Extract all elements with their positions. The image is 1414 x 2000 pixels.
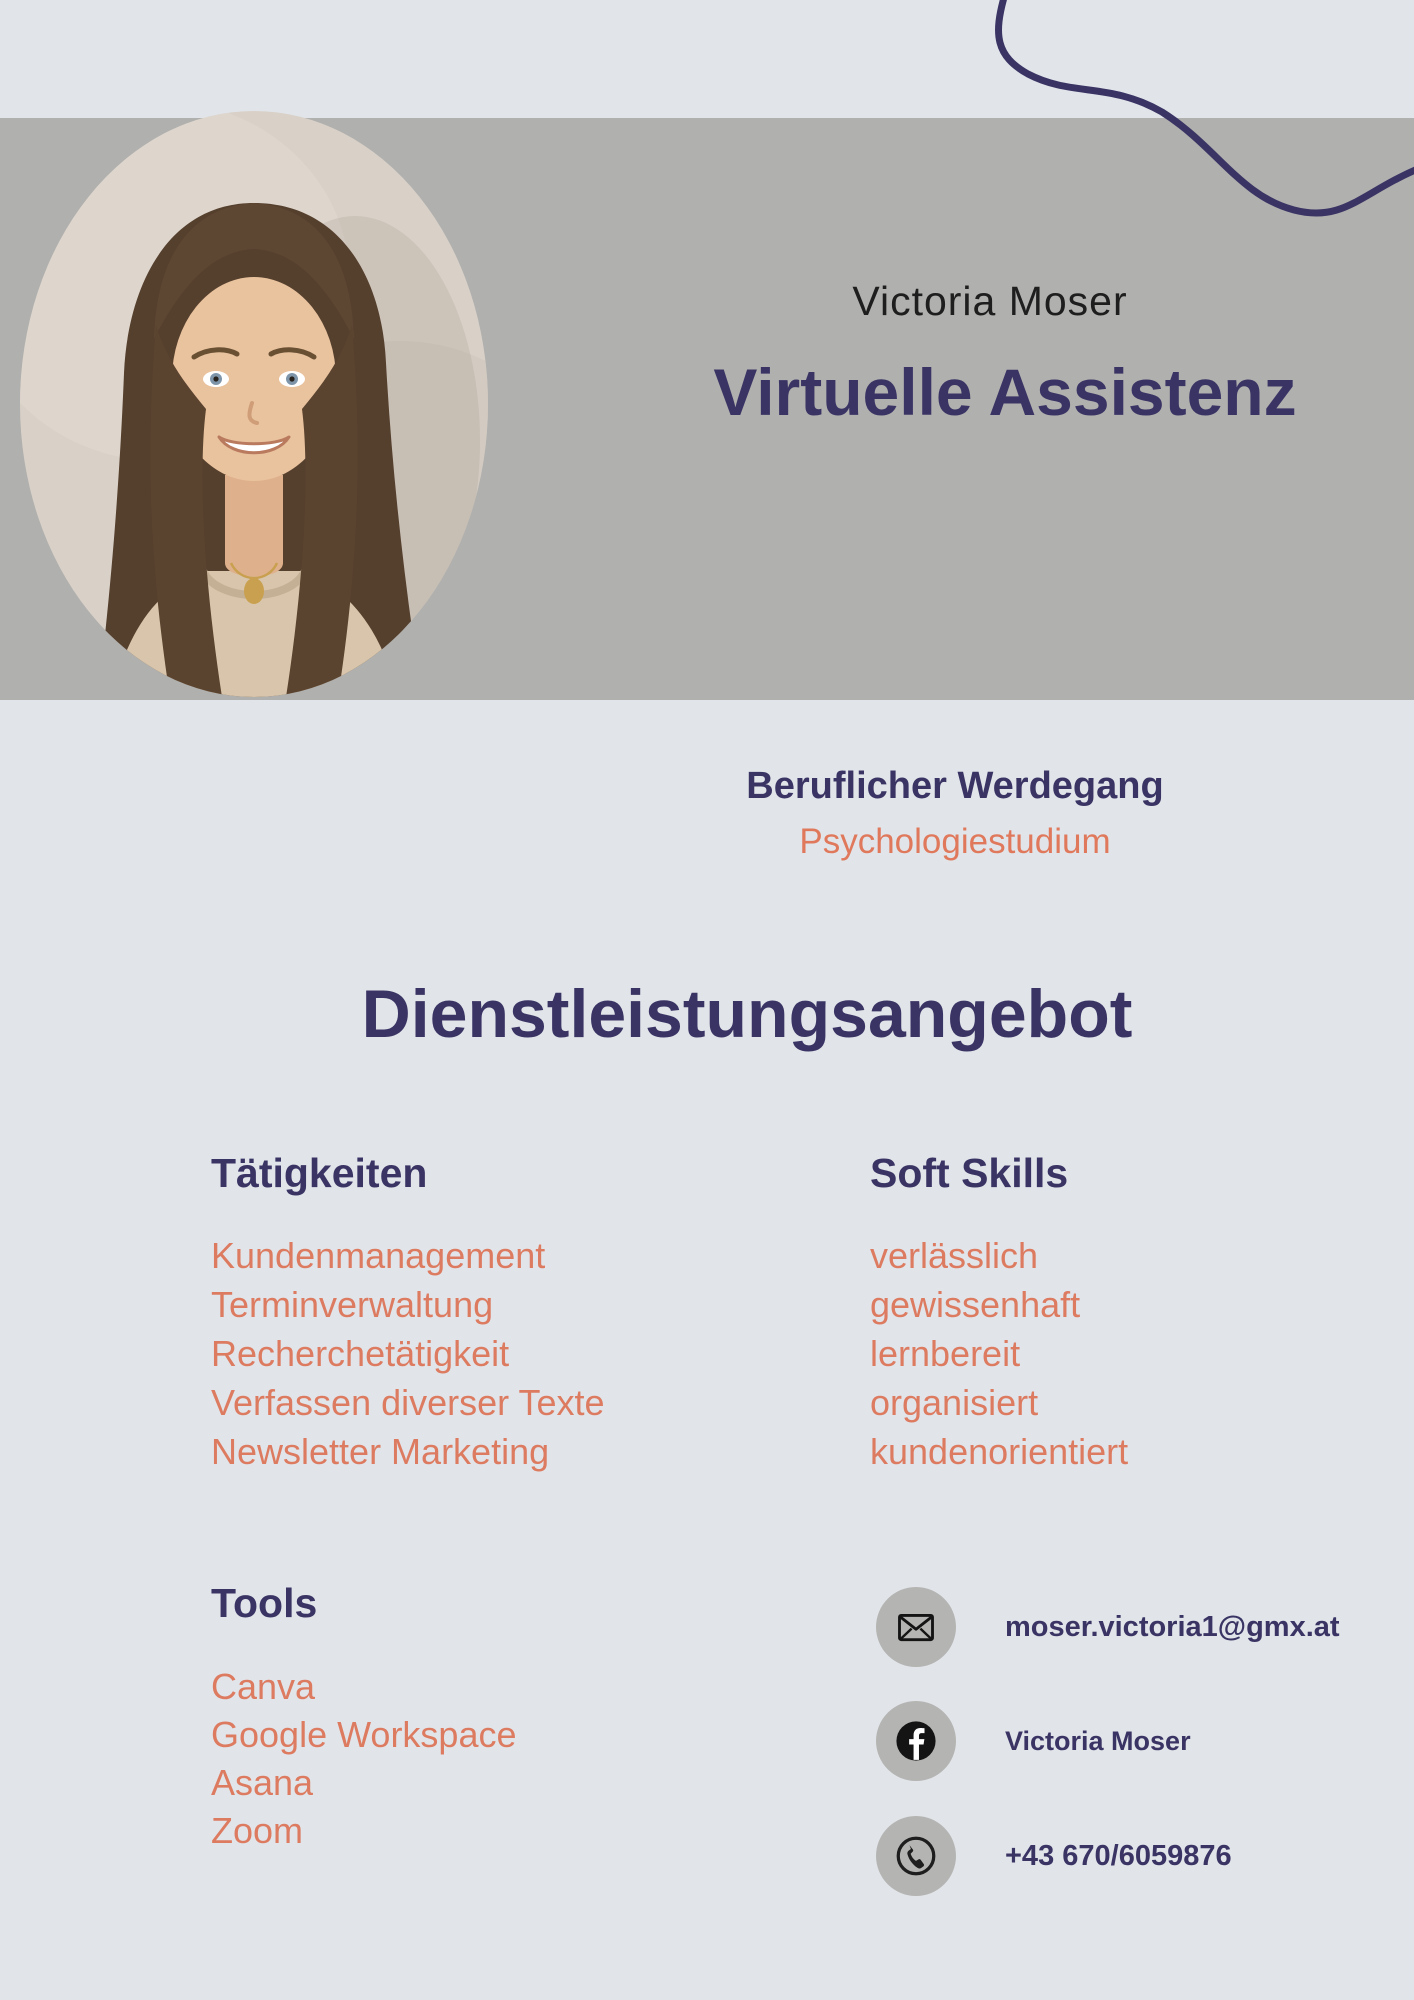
career-entry: Psychologiestudium	[799, 822, 1111, 861]
tools-list	[211, 1663, 651, 1855]
soft-skills-section	[870, 1150, 1310, 1476]
contact-facebook: Victoria Moser	[1005, 1725, 1191, 1756]
list-item: verlässlich	[870, 1235, 1039, 1276]
list-item: Google Workspace	[211, 1714, 517, 1755]
activities-section	[211, 1150, 651, 1476]
tools-section	[211, 1580, 651, 1855]
list-item: organisiert	[870, 1382, 1039, 1423]
contact-phone: +43 670/6059876	[1005, 1839, 1232, 1872]
page-title: Virtuelle Assistenz	[713, 355, 1297, 429]
list-item: Canva	[211, 1666, 316, 1707]
envelope-icon	[894, 1605, 938, 1649]
list-item: Asana	[211, 1762, 314, 1803]
career-heading: Beruflicher Werdegang	[746, 765, 1164, 807]
contact-phone-row	[876, 1816, 1232, 1896]
soft-skills-heading: Soft Skills	[870, 1150, 1069, 1196]
list-item: Newsletter Marketing	[211, 1431, 550, 1472]
phone-icon	[891, 1831, 941, 1881]
tools-heading: Tools	[211, 1580, 318, 1626]
contact-facebook-row	[876, 1701, 1191, 1781]
soft-skills-list	[870, 1231, 1310, 1476]
contact-email-row	[876, 1587, 1340, 1667]
email-badge	[876, 1587, 956, 1667]
career-section	[600, 765, 1310, 862]
list-item: Recherchetätigkeit	[211, 1333, 510, 1374]
facebook-badge	[876, 1701, 956, 1781]
list-item: lernbereit	[870, 1333, 1021, 1374]
list-item: Terminverwaltung	[211, 1284, 494, 1325]
facebook-icon	[889, 1714, 943, 1768]
list-item: Verfassen diverser Texte	[211, 1382, 605, 1423]
activities-list	[211, 1231, 651, 1476]
services-heading: Dienstleistungsangebot	[361, 976, 1133, 1052]
list-item: gewissenhaft	[870, 1284, 1081, 1325]
list-item: Kundenmanagement	[211, 1235, 546, 1276]
person-name: Victoria Moser	[852, 278, 1128, 324]
portrait-photo	[20, 111, 488, 697]
phone-badge	[876, 1816, 956, 1896]
portrait-illustration	[20, 111, 488, 697]
list-item: Zoom	[211, 1810, 304, 1851]
list-item: kundenorientiert	[870, 1431, 1129, 1472]
contact-email: moser.victoria1@gmx.at	[1005, 1610, 1340, 1643]
activities-heading: Tätigkeiten	[211, 1150, 428, 1196]
